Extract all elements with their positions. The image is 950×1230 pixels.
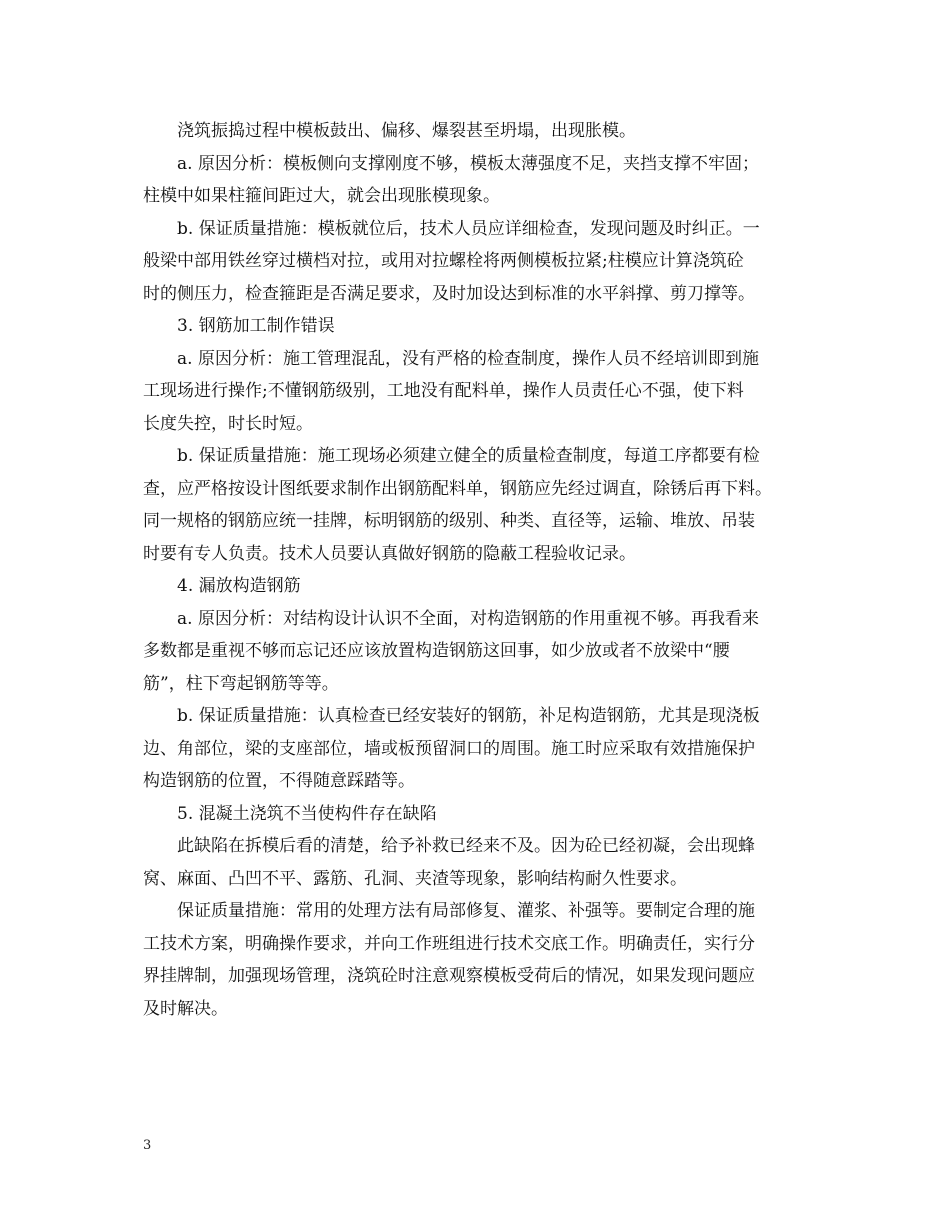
text-line: 时要有专人负责。技术人员要认真做好钢筋的隐蔽工程验收记录。 [143, 543, 636, 564]
text-line: 同一规格的钢筋应统一挂牌，标明钢筋的级别、种类、直径等，运输、堆放、吊装 [143, 511, 755, 531]
text-line: a. 原因分析：对结构设计认识不全面，对构造钢筋的作用重视不够。再我看来 [177, 608, 759, 629]
text-line: 3. 钢筋加工制作错误 [177, 316, 335, 336]
text-line: 保证质量措施：常用的处理方法有局部修复、灌浆、补强等。要制定合理的施 [177, 901, 755, 921]
text-line: 界挂牌制，加强现场管理，浇筑砼时注意观察模板受荷后的情况，如果发现问题应 [143, 966, 755, 986]
text-line: 时的侧压力，检查箍距是否满足要求，及时加设达到标准的水平斜撑、剪刀撑等。 [143, 283, 755, 304]
text-line: 长度失控，时长时短。 [143, 413, 313, 434]
body-text [143, 115, 808, 1025]
paragraph [143, 115, 808, 148]
text-line: 工现场进行操作;不懂钢筋级别，工地没有配料单，操作人员责任心不强，使下料 [143, 381, 744, 401]
paragraph [143, 895, 808, 1025]
text-line: a. 原因分析：施工管理混乱，没有严格的检查制度，操作人员不经培训即到施 [177, 348, 759, 369]
text-line: 查，应严格按设计图纸要求制作出钢筋配料单，钢筋应先经过调直，除锈后再下料。 [143, 478, 772, 499]
text-line: 般梁中部用铁丝穿过横档对拉，或用对拉螺栓将两侧模板拉紧;柱模应计算浇筑砼 [143, 251, 744, 271]
text-line: 工技术方案，明确操作要求，并向工作班组进行技术交底工作。明确责任，实行分 [143, 933, 755, 954]
text-line: b. 保证质量措施：施工现场必须建立健全的质量检查制度，每道工序都要有检 [177, 446, 760, 466]
text-line: 构造钢筋的位置，不得随意踩踏等。 [143, 771, 415, 791]
text-line: a. 原因分析：模板侧向支撑刚度不够，模板太薄强度不足，夹挡支撑不牢固； [177, 153, 759, 174]
text-line: b. 保证质量措施：认真检查已经安装好的钢筋，补足构造钢筋，尤其是现浇板 [177, 706, 760, 726]
paragraph [143, 798, 808, 831]
text-line: 多数都是重视不够而忘记还应该放置构造钢筋这回事，如少放或者不放梁中“腰 [143, 641, 730, 661]
text-line: 此缺陷在拆模后看的清楚，给予补救已经来不及。因为砼已经初凝，会出现蜂 [177, 836, 755, 856]
text-line: 浇筑振捣过程中模板鼓出、偏移、爆裂甚至坍塌，出现胀模。 [177, 121, 636, 141]
paragraph [143, 343, 808, 441]
paragraph [143, 213, 808, 311]
paragraph [143, 440, 808, 570]
text-line: 5. 混凝土浇筑不当使构件存在缺陷 [177, 803, 437, 824]
text-line: 窝、麻面、凸凹不平、露筋、孔洞、夹渣等现象，影响结构耐久性要求。 [143, 868, 687, 889]
paragraph [143, 603, 808, 701]
text-line: 边、角部位，梁的支座部位，墙或板预留洞口的周围。施工时应采取有效措施保护 [143, 738, 755, 759]
paragraph [143, 700, 808, 798]
paragraph [143, 570, 808, 603]
text-line: 筋”，柱下弯起钢筋等等。 [143, 673, 339, 694]
text-line: 柱模中如果柱箍间距过大，就会出现胀模现象。 [143, 186, 500, 206]
paragraph [143, 310, 808, 343]
text-line: 及时解决。 [143, 998, 228, 1019]
paragraph [143, 830, 808, 895]
text-line: 4. 漏放构造钢筋 [177, 576, 301, 596]
paragraph [143, 148, 808, 213]
page-number: 3 [143, 1138, 152, 1153]
text-line: b. 保证质量措施：模板就位后，技术人员应详细检查，发现问题及时纠正。一 [177, 218, 760, 239]
